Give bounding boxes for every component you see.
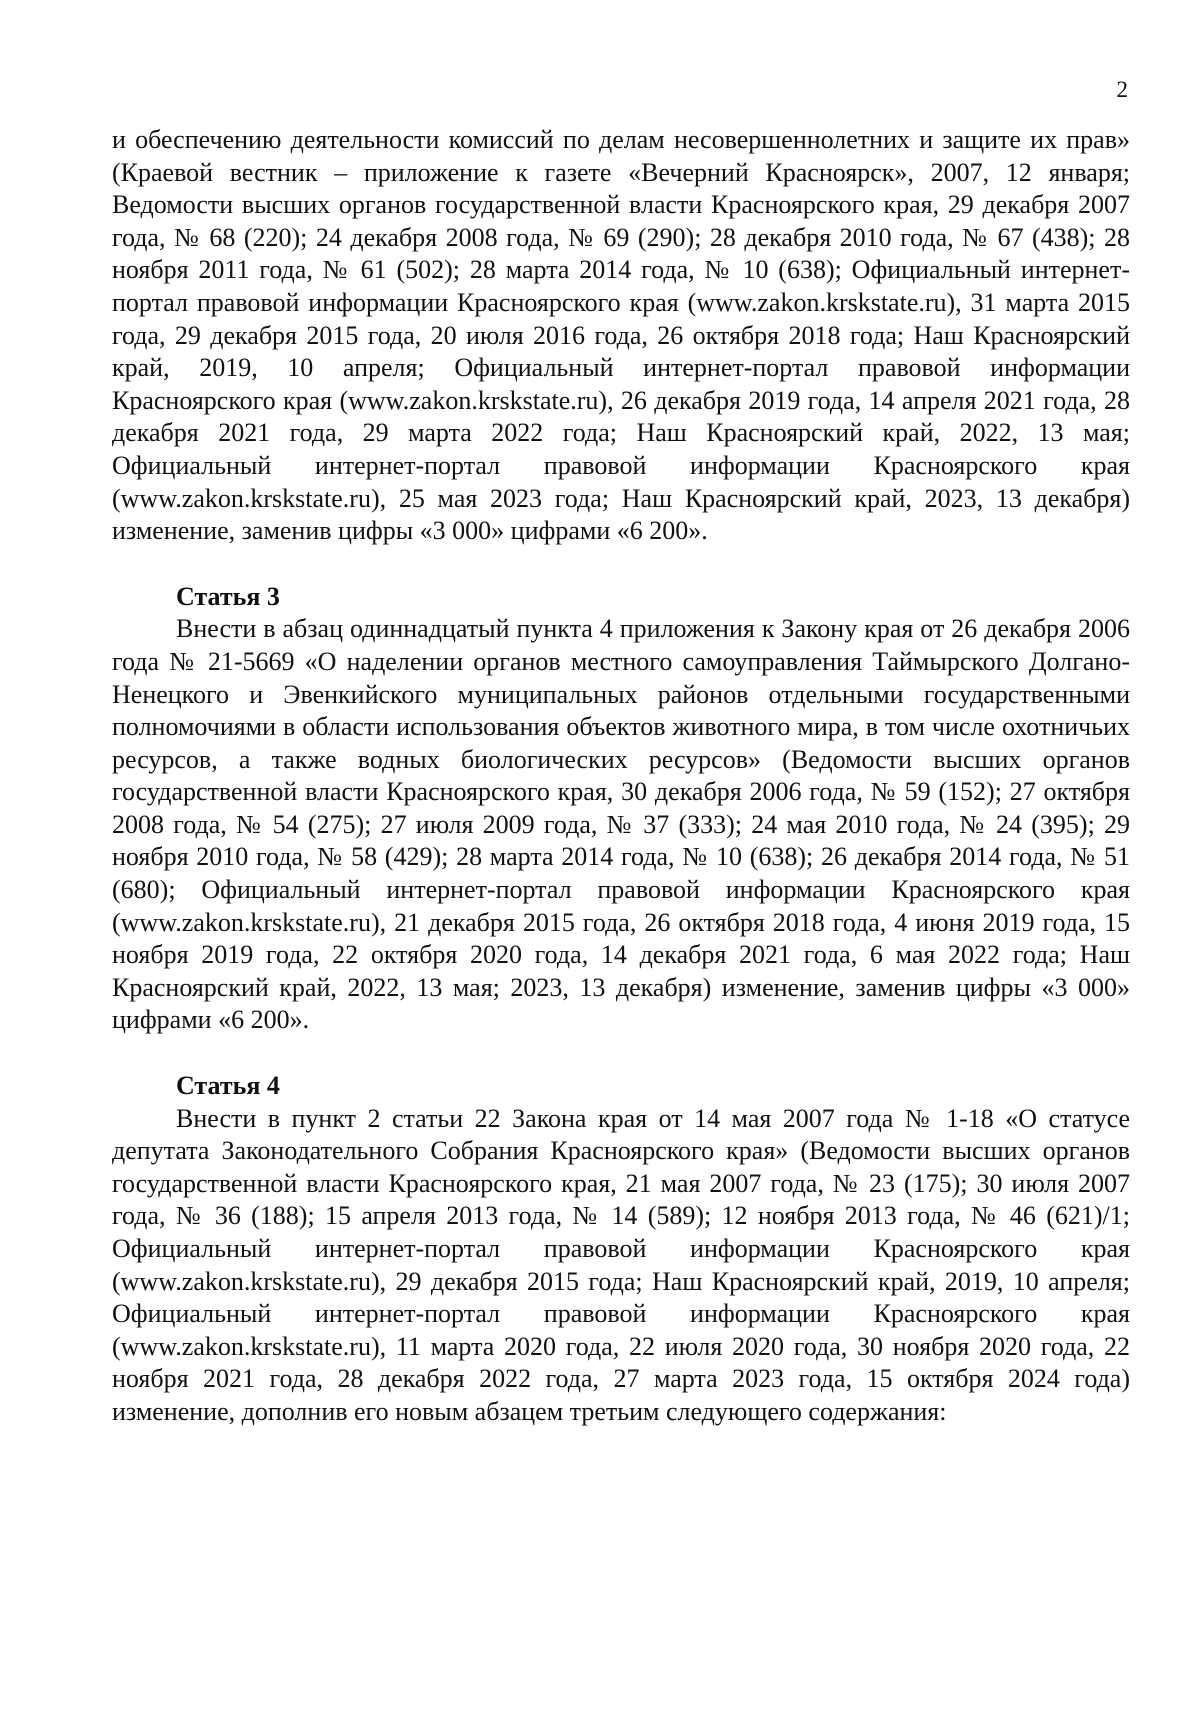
article-3-heading: Статья 3 [176, 581, 280, 611]
document-body [112, 124, 1130, 1429]
article-4-text: Внести в пункт 2 статьи 22 Закона края от 14 мая 2007 года № 1-18 «О статусе депутата Законодательного Собрания Красноярского края» (Ведомости высших органов государственной власти Красноярского края, 21 мая 2007 года, № 23 (175); 30 июля 2007 года, № 36 (188); 15 апреля 2013 года, № 14 (589); 12 ноября 2013 года, № 46 (621)/1; Официальный интернет-портал правовой информации Красноярского края (www.zakon.krskstate.ru), 29 декабря 2015 года; Наш Красноярский край, 2019, 10 апреля; Официальный интернет-портал правовой информации Красноярского края (www.zakon.krskstate.ru), 11 марта 2020 года, 22 июля 2020 года, 30 ноября 2020 года, 22 ноября 2021 года, 28 декабря 2022 года, 27 марта 2023 года, 15 октября 2024 года) изменение, дополнив его новым абзацем третьим следующего содержания: [112, 1103, 1130, 1426]
page-number: 2 [1116, 77, 1128, 102]
article-4-heading: Статья 4 [176, 1071, 280, 1101]
article-3-text: Внести в абзац одиннадцатый пункта 4 приложения к Закону края от 26 декабря 2006 года № 21-5669 «О наделении органов местного самоуправления Таймырского Долгано-Ненецкого и Эвенкийского муниципальных районов отдельными государственными полномочиями в области использования объектов животного мира, в том числе охотничьих ресурсов, а также водных биологических ресурсов» (Ведомости высших органов государственной власти Красноярского края, 30 декабря 2006 года, № 59 (152); 27 октября 2008 года, № 54 (275); 27 июля 2009 года, № 37 (333); 24 мая 2010 года, № 24 (395); 29 ноября 2010 года, № 58 (429); 28 марта 2014 года, № 10 (638); 26 декабря 2014 года, № 51 (680); Официальный интернет-портал правовой информации Красноярского края (www.zakon.krskstate.ru), 21 декабря 2015 года, 26 октября 2018 года, 4 июня 2019 года, 15 ноября 2019 года, 22 октября 2020 года, 14 декабря 2021 года, 6 мая 2022 года; Наш Красноярский край, 2022, 13 мая; 2023, 13 декабря) изменение, заменив цифры «3 000» цифрами «6 200». [112, 614, 1130, 1035]
continued-paragraph: и обеспечению деятельности комиссий по делам несовершеннолетних и защите их прав» (Краевой вестник – приложение к газете «Вечерний Красноярск», 2007, 12 января; Ведомости высших органов государственной власти Красноярского края, 29 декабря 2007 года, № 68 (220); 24 декабря 2008 года, № 69 (290); 28 декабря 2010 года, № 67 (438); 28 ноября 2011 года, № 61 (502); 28 марта 2014 года, № 10 (638); Официальный интернет-портал правовой информации Красноярского края (www.zakon.krskstate.ru), 31 марта 2015 года, 29 декабря 2015 года, 20 июля 2016 года, 26 октября 2018 года; Наш Красноярский край, 2019, 10 апреля; Официальный интернет-портал правовой информации Красноярского края (www.zakon.krskstate.ru), 26 декабря 2019 года, 14 апреля 2021 года, 28 декабря 2021 года, 29 марта 2022 года; Наш Красноярский край, 2022, 13 мая; Официальный интернет-портал правовой информации Красноярского края (www.zakon.krskstate.ru), 25 мая 2023 года; Наш Красноярский край, 2023, 13 декабря) изменение, заменив цифры «3 000» цифрами «6 200». [112, 125, 1130, 546]
